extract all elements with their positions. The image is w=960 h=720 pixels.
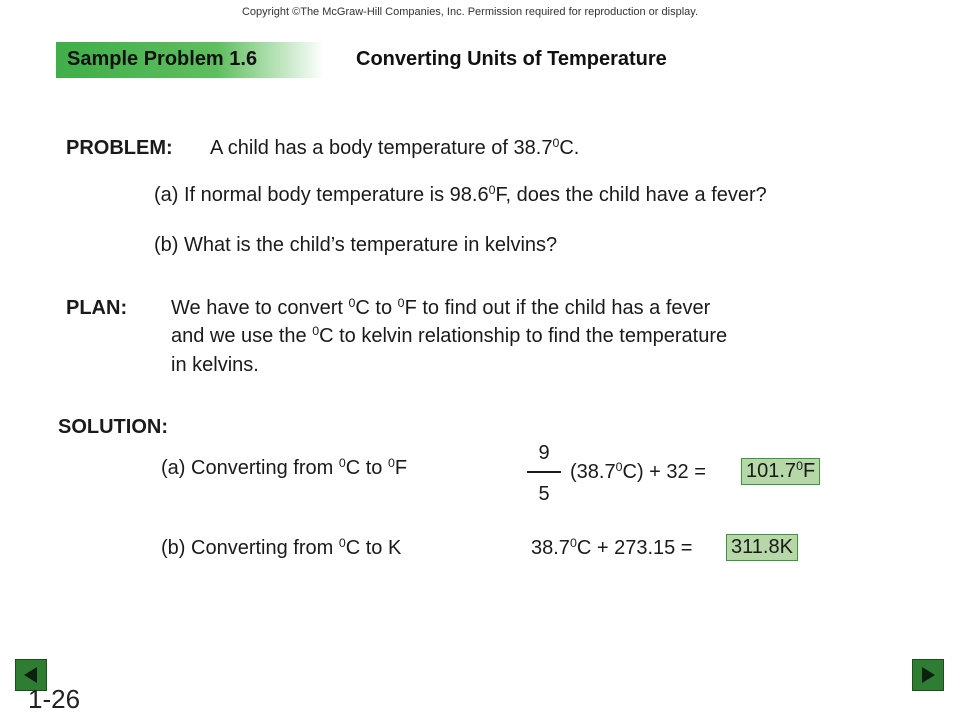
problem-part-a: (a) If normal body temperature is 98.6$^0$F, does the child have a fever? bbox=[154, 183, 767, 206]
next-slide-button[interactable] bbox=[912, 659, 944, 691]
slide-number: 1-26 bbox=[28, 684, 81, 714]
problem-label: PROBLEM: bbox=[66, 137, 173, 159]
copyright-notice: Copyright ©The McGraw-Hill Companies, Inc. Permission required for reproduction or display. bbox=[241, 6, 699, 18]
solution-part-b-label: (b) Converting from $^0$C to K bbox=[161, 536, 402, 559]
plan-label: PLAN: bbox=[66, 297, 128, 319]
result-kelvin: 311.8K bbox=[726, 534, 798, 561]
result-fahrenheit: 101.7$^0$F bbox=[741, 458, 820, 485]
fraction-bar bbox=[527, 471, 561, 473]
solution-label: SOLUTION: bbox=[58, 416, 168, 438]
problem-statement: A child has a body temperature of 38.7$^0$C. bbox=[210, 136, 580, 159]
plan-line-3: in kelvins. bbox=[171, 354, 259, 376]
page-title: Converting Units of Temperature bbox=[356, 48, 667, 70]
solution-part-a-expression: $(38.7^0C) + 32$ = bbox=[570, 460, 706, 483]
plan-line-1: We have to convert $^0$C to $^0$F to find out if the child has a fever bbox=[171, 296, 711, 319]
plan-line-2: and we use the $^0$C to kelvin relationship to find the temperature bbox=[171, 324, 728, 347]
problem-part-b: (b) What is the child’s temperature in kelvins? bbox=[154, 234, 558, 256]
arrow-right-icon bbox=[918, 665, 938, 685]
solution-part-a-label: (a) Converting from $^0$C to $^0$F bbox=[161, 456, 408, 479]
fraction-numerator: 9 bbox=[538, 442, 550, 464]
sample-problem-label: Sample Problem 1.6 bbox=[67, 48, 258, 70]
arrow-left-icon bbox=[21, 665, 41, 685]
fraction-nine-fifths bbox=[527, 440, 561, 507]
fraction-denominator: 5 bbox=[538, 483, 550, 505]
solution-part-b-expression: $38.7^0C + 273.15$ = bbox=[531, 536, 693, 559]
